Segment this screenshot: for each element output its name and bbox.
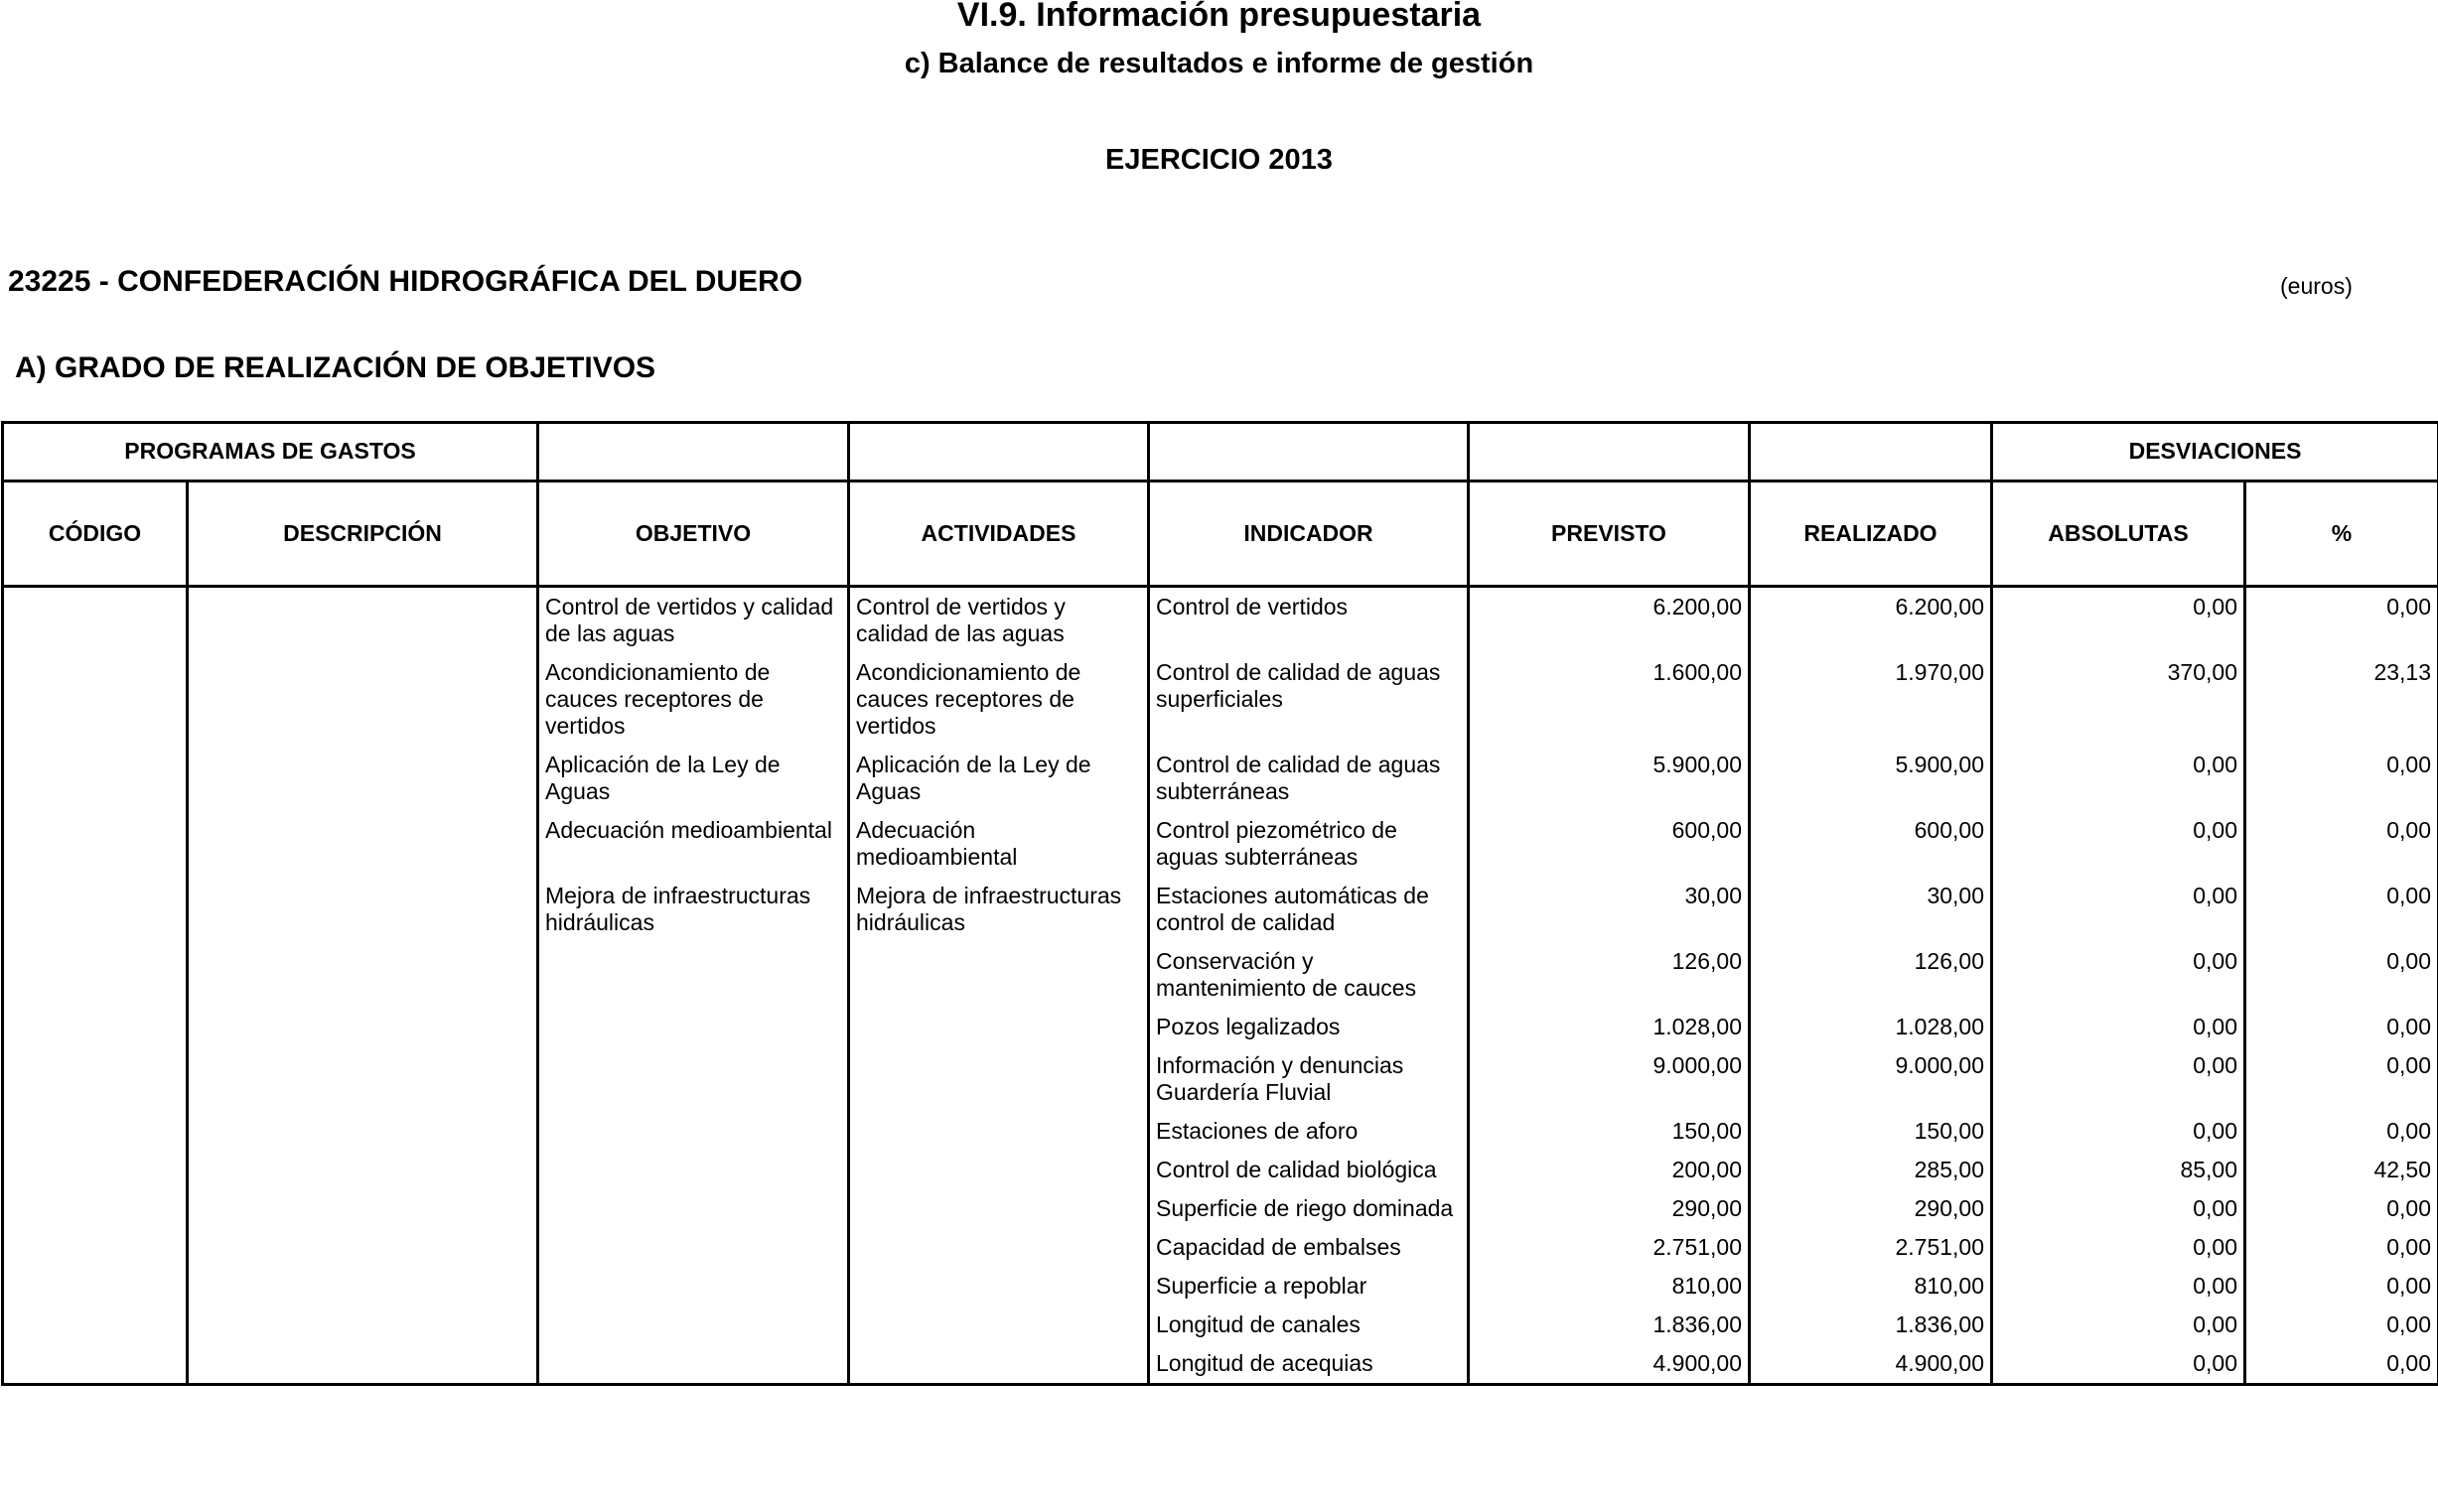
cell-porcentaje: 0,00	[2245, 1008, 2438, 1046]
col-header-actividades: ACTIVIDADES	[849, 481, 1149, 587]
cell-previsto: 1.600,00	[1469, 653, 1750, 746]
cell-descripcion	[188, 1267, 538, 1306]
cell-codigo	[3, 1306, 188, 1344]
cell-indicador: Estaciones automáticas de control de calidad	[1149, 877, 1469, 942]
objectives-table	[1, 421, 2438, 1386]
cell-objetivo	[538, 1151, 849, 1189]
cell-absolutas: 370,00	[1992, 653, 2245, 746]
cell-porcentaje: 42,50	[2245, 1151, 2438, 1189]
cell-indicador: Superficie a repoblar	[1149, 1267, 1469, 1306]
cell-objetivo	[538, 1228, 849, 1267]
cell-porcentaje: 0,00	[2245, 1344, 2438, 1385]
cell-actividades	[849, 942, 1149, 1008]
col-header-porcentaje: %	[2245, 481, 2438, 587]
cell-absolutas: 85,00	[1992, 1151, 2245, 1189]
cell-porcentaje: 23,13	[2245, 653, 2438, 746]
cell-objetivo	[538, 1344, 849, 1385]
group-header-row	[3, 423, 2438, 481]
cell-descripcion	[188, 746, 538, 811]
table-row	[3, 746, 2438, 811]
cell-porcentaje: 0,00	[2245, 1306, 2438, 1344]
group-header-empty	[1149, 423, 1469, 481]
cell-actividades	[849, 1267, 1149, 1306]
cell-porcentaje: 0,00	[2245, 877, 2438, 942]
cell-descripcion	[188, 1306, 538, 1344]
cell-realizado: 1.028,00	[1750, 1008, 1992, 1046]
cell-actividades: Acondicionamiento de cauces receptores de vertidos	[849, 653, 1149, 746]
cell-realizado: 600,00	[1750, 811, 1992, 877]
table-row	[3, 811, 2438, 877]
cell-absolutas: 0,00	[1992, 1267, 2245, 1306]
cell-descripcion	[188, 1046, 538, 1112]
cell-indicador: Control de calidad de aguas superficiales	[1149, 653, 1469, 746]
cell-previsto: 30,00	[1469, 877, 1750, 942]
cell-realizado: 1.836,00	[1750, 1306, 1992, 1344]
cell-absolutas: 0,00	[1992, 877, 2245, 942]
cell-actividades	[849, 1008, 1149, 1046]
col-header-realizado: REALIZADO	[1750, 481, 1992, 587]
cell-actividades: Aplicación de la Ley de Aguas	[849, 746, 1149, 811]
cell-realizado: 285,00	[1750, 1151, 1992, 1189]
cell-actividades: Control de vertidos y calidad de las aguas	[849, 587, 1149, 654]
cell-codigo	[3, 811, 188, 877]
cell-actividades: Mejora de infraestructuras hidráulicas	[849, 877, 1149, 942]
cell-codigo	[3, 942, 188, 1008]
cell-descripcion	[188, 587, 538, 654]
cell-objetivo: Acondicionamiento de cauces receptores de vertidos	[538, 653, 849, 746]
col-header-objetivo: OBJETIVO	[538, 481, 849, 587]
cell-indicador: Superficie de riego dominada	[1149, 1189, 1469, 1228]
cell-objetivo	[538, 1046, 849, 1112]
cell-absolutas: 0,00	[1992, 1112, 2245, 1151]
cell-realizado: 1.970,00	[1750, 653, 1992, 746]
cell-objetivo	[538, 1008, 849, 1046]
cell-porcentaje: 0,00	[2245, 746, 2438, 811]
cell-indicador: Control de calidad de aguas subterráneas	[1149, 746, 1469, 811]
cell-realizado: 6.200,00	[1750, 587, 1992, 654]
cell-descripcion	[188, 1008, 538, 1046]
table-row	[3, 877, 2438, 942]
cell-realizado: 810,00	[1750, 1267, 1992, 1306]
cell-descripcion	[188, 942, 538, 1008]
column-header-row	[3, 481, 2438, 587]
cell-porcentaje: 0,00	[2245, 587, 2438, 654]
table-row	[3, 587, 2438, 654]
cell-descripcion	[188, 1189, 538, 1228]
group-header-empty	[538, 423, 849, 481]
cell-objetivo: Adecuación medioambiental	[538, 811, 849, 877]
entity-name: 23225 - CONFEDERACIÓN HIDROGRÁFICA DEL DUERO	[8, 265, 803, 298]
group-header-programas: PROGRAMAS DE GASTOS	[3, 423, 538, 481]
cell-codigo	[3, 1046, 188, 1112]
cell-actividades	[849, 1151, 1149, 1189]
cell-indicador: Información y denuncias Guardería Fluvial	[1149, 1046, 1469, 1112]
group-header-empty	[1750, 423, 1992, 481]
table-row	[3, 1046, 2438, 1112]
section-title: A) GRADO DE REALIZACIÓN DE OBJETIVOS	[15, 351, 656, 384]
cell-objetivo: Aplicación de la Ley de Aguas	[538, 746, 849, 811]
cell-previsto: 2.751,00	[1469, 1228, 1750, 1267]
cell-indicador: Longitud de acequias	[1149, 1344, 1469, 1385]
cell-absolutas: 0,00	[1992, 587, 2245, 654]
col-header-codigo: CÓDIGO	[3, 481, 188, 587]
cell-objetivo	[538, 942, 849, 1008]
cell-porcentaje: 0,00	[2245, 1267, 2438, 1306]
cell-indicador: Capacidad de embalses	[1149, 1228, 1469, 1267]
cell-objetivo: Control de vertidos y calidad de las aguas	[538, 587, 849, 654]
cell-absolutas: 0,00	[1992, 746, 2245, 811]
cell-absolutas: 0,00	[1992, 1228, 2245, 1267]
table-row	[3, 942, 2438, 1008]
cell-porcentaje: 0,00	[2245, 942, 2438, 1008]
cell-objetivo	[538, 1189, 849, 1228]
cell-previsto: 200,00	[1469, 1151, 1750, 1189]
cell-actividades	[849, 1344, 1149, 1385]
cell-actividades	[849, 1189, 1149, 1228]
cell-indicador: Pozos legalizados	[1149, 1008, 1469, 1046]
cell-absolutas: 0,00	[1992, 811, 2245, 877]
cell-actividades	[849, 1046, 1149, 1112]
cell-previsto: 810,00	[1469, 1267, 1750, 1306]
cell-absolutas: 0,00	[1992, 1344, 2245, 1385]
cell-realizado: 150,00	[1750, 1112, 1992, 1151]
cell-actividades	[849, 1306, 1149, 1344]
cell-indicador: Control de vertidos	[1149, 587, 1469, 654]
cell-codigo	[3, 653, 188, 746]
table-row	[3, 1344, 2438, 1385]
cell-realizado: 126,00	[1750, 942, 1992, 1008]
cell-previsto: 1.836,00	[1469, 1306, 1750, 1344]
cell-objetivo	[538, 1306, 849, 1344]
cell-realizado: 4.900,00	[1750, 1344, 1992, 1385]
cell-actividades	[849, 1112, 1149, 1151]
cell-actividades	[849, 1228, 1149, 1267]
group-header-empty	[1469, 423, 1750, 481]
cell-previsto: 1.028,00	[1469, 1008, 1750, 1046]
cell-objetivo	[538, 1267, 849, 1306]
cell-porcentaje: 0,00	[2245, 1112, 2438, 1151]
cell-codigo	[3, 587, 188, 654]
cell-codigo	[3, 1151, 188, 1189]
table-row	[3, 1008, 2438, 1046]
cell-indicador: Conservación y mantenimiento de cauces	[1149, 942, 1469, 1008]
cell-indicador: Estaciones de aforo	[1149, 1112, 1469, 1151]
cell-objetivo	[538, 1112, 849, 1151]
cell-codigo	[3, 1228, 188, 1267]
cell-absolutas: 0,00	[1992, 942, 2245, 1008]
col-header-previsto: PREVISTO	[1469, 481, 1750, 587]
cell-codigo	[3, 877, 188, 942]
col-header-absolutas: ABSOLUTAS	[1992, 481, 2245, 587]
report-subtitle: c) Balance de resultados e informe de gestión	[904, 48, 1534, 79]
cell-previsto: 9.000,00	[1469, 1046, 1750, 1112]
exercise-year: EJERCICIO 2013	[1105, 144, 1333, 176]
cell-codigo	[3, 1267, 188, 1306]
group-header-desviaciones: DESVIACIONES	[1992, 423, 2438, 481]
cell-previsto: 150,00	[1469, 1112, 1750, 1151]
cell-previsto: 5.900,00	[1469, 746, 1750, 811]
cell-previsto: 126,00	[1469, 942, 1750, 1008]
cell-absolutas: 0,00	[1992, 1046, 2245, 1112]
cell-absolutas: 0,00	[1992, 1306, 2245, 1344]
cell-actividades: Adecuación medioambiental	[849, 811, 1149, 877]
col-header-descripcion: DESCRIPCIÓN	[188, 481, 538, 587]
table-row	[3, 653, 2438, 746]
cell-indicador: Control de calidad biológica	[1149, 1151, 1469, 1189]
cell-porcentaje: 0,00	[2245, 1189, 2438, 1228]
cell-absolutas: 0,00	[1992, 1008, 2245, 1046]
currency-unit: (euros)	[2280, 273, 2353, 299]
cell-previsto: 290,00	[1469, 1189, 1750, 1228]
cell-codigo	[3, 1344, 188, 1385]
cell-porcentaje: 0,00	[2245, 811, 2438, 877]
cell-codigo	[3, 1189, 188, 1228]
cell-descripcion	[188, 811, 538, 877]
cell-descripcion	[188, 1112, 538, 1151]
cell-codigo	[3, 746, 188, 811]
table-row	[3, 1189, 2438, 1228]
table-body	[3, 587, 2438, 1385]
cell-indicador: Control piezométrico de aguas subterráneas	[1149, 811, 1469, 877]
cell-realizado: 5.900,00	[1750, 746, 1992, 811]
table-row	[3, 1267, 2438, 1306]
cell-objetivo: Mejora de infraestructuras hidráulicas	[538, 877, 849, 942]
cell-previsto: 600,00	[1469, 811, 1750, 877]
table-row	[3, 1151, 2438, 1189]
report-title: VI.9. Información presupuestaria	[956, 0, 1482, 34]
cell-absolutas: 0,00	[1992, 1189, 2245, 1228]
cell-porcentaje: 0,00	[2245, 1046, 2438, 1112]
cell-previsto: 6.200,00	[1469, 587, 1750, 654]
cell-indicador: Longitud de canales	[1149, 1306, 1469, 1344]
table-row	[3, 1228, 2438, 1267]
cell-codigo	[3, 1112, 188, 1151]
cell-descripcion	[188, 1151, 538, 1189]
cell-previsto: 4.900,00	[1469, 1344, 1750, 1385]
cell-porcentaje: 0,00	[2245, 1228, 2438, 1267]
col-header-indicador: INDICADOR	[1149, 481, 1469, 587]
cell-descripcion	[188, 1344, 538, 1385]
cell-realizado: 290,00	[1750, 1189, 1992, 1228]
cell-realizado: 30,00	[1750, 877, 1992, 942]
cell-descripcion	[188, 877, 538, 942]
table-row	[3, 1306, 2438, 1344]
cell-codigo	[3, 1008, 188, 1046]
group-header-empty	[849, 423, 1149, 481]
cell-descripcion	[188, 653, 538, 746]
cell-descripcion	[188, 1228, 538, 1267]
table-row	[3, 1112, 2438, 1151]
cell-realizado: 9.000,00	[1750, 1046, 1992, 1112]
cell-realizado: 2.751,00	[1750, 1228, 1992, 1267]
